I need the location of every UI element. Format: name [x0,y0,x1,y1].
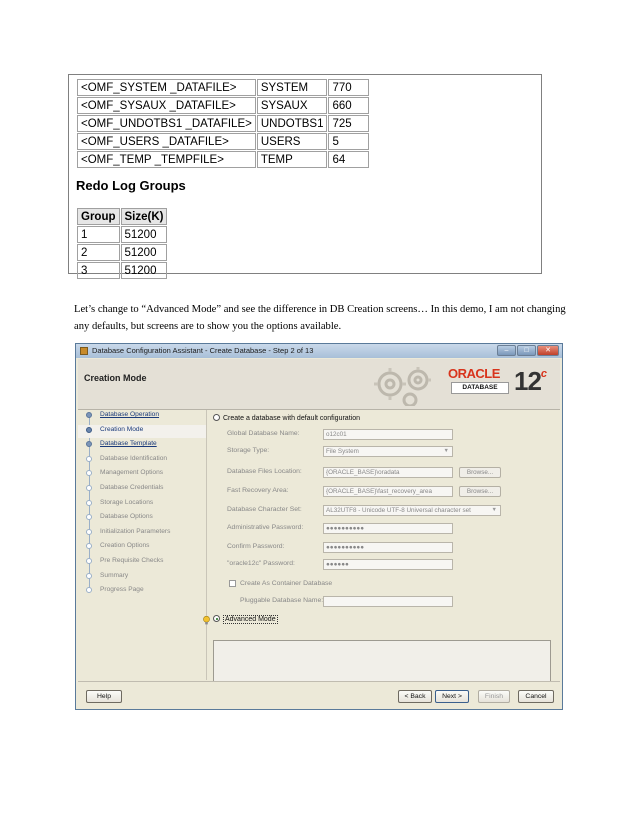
step-marker-icon [86,587,92,593]
wizard-header [78,359,560,410]
chevron-down-icon: ▼ [491,507,497,513]
finish-button[interactable]: Finish [478,690,510,703]
browse-files-button[interactable]: Browse... [459,467,501,478]
redo-log-row [77,262,167,279]
default-config-label: Create a database with default configuration [223,415,360,422]
nav-step [78,527,206,540]
fra-label: Fast Recovery Area: [227,487,289,494]
confirm-password-label: Confirm Password: [227,543,285,550]
nav-step[interactable] [78,410,206,423]
datafile-name-cell: <OMF_SYSTEM _DATAFILE> [77,79,256,96]
fra-input[interactable]: {ORACLE_BASE}\fast_recovery_area [323,486,453,497]
chevron-down-icon: ▼ [443,448,449,454]
redo-size-cell: 51200 [121,262,168,279]
step-marker-icon [86,500,92,506]
minimize-button[interactable]: – [497,345,516,356]
nav-step-label: Summary [100,571,129,579]
datafile-name-cell: <OMF_UNDOTBS1 _DATAFILE> [77,115,256,132]
redo-size-cell: 51200 [121,226,168,243]
nav-step-label: Creation Mode [100,425,144,433]
step-marker-icon [86,427,92,433]
datafile-name-cell: <OMF_SYSAUX _DATAFILE> [77,97,256,114]
step-marker-icon [86,514,92,520]
container-db-label: Create As Container Database [240,580,333,587]
nav-step-label: Database Credentials [100,484,164,491]
redo-group-cell: 1 [77,226,120,243]
charset-label: Database Character Set: [227,506,302,513]
admin-password-label: Administrative Password: [227,524,304,531]
datafile-row [77,97,369,114]
nav-step [78,571,206,584]
size-cell: 770 [328,79,369,96]
oracle-brand: ORACLE [448,366,500,381]
redo-log-row [77,244,167,261]
tablespace-cell: SYSAUX [257,97,328,114]
datafile-row [77,115,369,132]
nav-step [78,454,206,467]
back-button[interactable]: < Back [398,690,432,703]
redo-header-size: Size(K) [121,208,168,225]
nav-step [78,483,206,496]
step-marker-icon [86,470,92,476]
storage-type-select[interactable] [323,446,453,457]
db-files-location-input[interactable]: {ORACLE_BASE}\oradata [323,467,453,478]
default-config-option[interactable] [213,414,360,422]
datafile-name-cell: <OMF_USERS _DATAFILE> [77,133,256,150]
step-title: Creation Mode [84,373,147,383]
nav-step[interactable] [78,425,206,438]
pluggable-db-label: Pluggable Database Name: [240,597,324,604]
browse-fra-button[interactable]: Browse... [459,486,501,497]
charset-value: AL32UTF8 - Unicode UTF-8 Universal character set [326,507,471,514]
nav-step [78,541,206,554]
app-icon [80,347,88,355]
db-files-location-label: Database Files Location: [227,468,302,475]
nav-step-label: Initialization Parameters [100,527,171,535]
nav-step-label: Database Identification [100,454,168,462]
window-title: Database Configuration Assistant - Create Database - Step 2 of 13 [92,346,314,355]
redo-log-table [76,207,168,280]
size-cell: 725 [328,115,369,132]
global-db-name-input[interactable]: o12c01 [323,429,453,440]
nav-step [78,585,206,598]
step-marker-icon [86,441,92,447]
step-marker-icon [86,558,92,564]
step-marker-icon [86,543,92,549]
maximize-button[interactable]: □ [517,345,536,356]
oracle-password-label: "oracle12c" Password: [227,560,295,567]
redo-log-row [77,226,167,243]
datafile-row [77,133,369,150]
datafile-table [76,78,370,169]
step-marker-icon [86,456,92,462]
redo-group-cell: 2 [77,244,120,261]
nav-step [78,512,206,525]
nav-step-label: Progress Page [100,586,144,594]
confirm-password-input[interactable]: ●●●●●●●●●● [323,542,453,553]
redo-size-cell: 51200 [121,244,168,261]
storage-type-label: Storage Type: [227,447,270,454]
version-suffix: c [540,368,547,380]
nav-step [78,468,206,481]
nav-step-label: Pre Requisite Checks [100,557,164,564]
version-number: 12 [514,366,541,396]
nav-step[interactable] [78,439,206,452]
redo-header-group: Group [77,208,120,225]
dbca-window [75,343,563,710]
tablespace-cell: USERS [257,133,328,150]
advanced-mode-option[interactable] [213,615,278,623]
step-marker-icon [86,573,92,579]
nav-step-label: Creation Options [100,542,150,550]
tablespace-cell: UNDOTBS1 [257,115,328,132]
oracle-logo [448,366,512,400]
charset-select[interactable] [323,505,501,516]
nav-step-label: Database Template [100,440,157,448]
message-area [213,640,551,682]
size-cell: 5 [328,133,369,150]
version-mark [514,366,546,397]
advanced-mode-label: Advanced Mode [225,616,276,623]
advanced-mode-radio[interactable] [213,615,220,622]
datafile-name-cell: <OMF_TEMP _TEMPFILE> [77,151,256,168]
title-bar [76,344,562,358]
container-db-checkbox[interactable] [229,580,236,587]
body-paragraph: Let’s change to “Advanced Mode” and see the difference in DB Creation screens… In this demo, I am not changing any defaults, but screens are to show you the options available. [74,304,566,332]
admin-password-input[interactable]: ●●●●●●●●●● [323,523,453,534]
storage-type-value: File System [326,448,359,455]
datafile-row [77,79,369,96]
tablespace-cell: SYSTEM [257,79,328,96]
help-button[interactable]: Help [86,690,122,703]
redo-log-title: Redo Log Groups [76,178,186,193]
close-button[interactable]: ✕ [537,345,559,356]
cancel-button[interactable]: Cancel [518,690,554,703]
nav-step-label: Database Operation [100,411,160,418]
size-cell: 64 [328,151,369,168]
lightbulb-icon [203,616,210,625]
nav-step-label: Management Options [100,469,164,477]
pluggable-db-input[interactable] [323,596,453,607]
nav-step [78,498,206,511]
datafile-row [77,151,369,168]
nav-step-label: Storage Locations [100,498,154,506]
document-frame [68,74,542,277]
size-cell: 660 [328,97,369,114]
database-label: DATABASE [451,382,509,394]
step-marker-icon [86,485,92,491]
default-config-radio[interactable] [213,414,220,421]
step-navigation [78,410,206,680]
global-db-name-label: Global Database Name: [227,430,300,437]
tablespace-cell: TEMP [257,151,328,168]
gears-icon [368,362,438,406]
nav-step-label: Database Options [100,513,153,521]
oracle-password-input[interactable]: ●●●●●● [323,559,453,570]
content-panel [206,410,561,680]
step-marker-icon [86,412,92,418]
button-bar [78,681,560,708]
step-marker-icon [86,529,92,535]
next-button[interactable]: Next > [435,690,469,703]
nav-step [78,556,206,569]
redo-group-cell: 3 [77,262,120,279]
